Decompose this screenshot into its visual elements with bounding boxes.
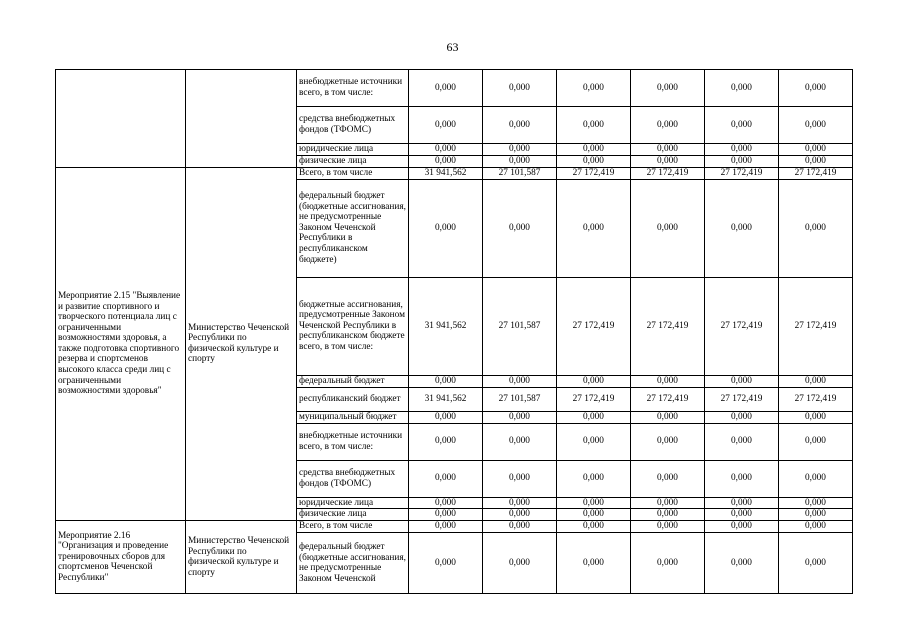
value-cell: 27 172,419	[779, 277, 853, 375]
value-cell: 0,000	[779, 497, 853, 509]
measure-name-cell: Мероприятие 2.15 "Выявление и развитие спортивного и творческого потенциала лиц с ограниченными возможностями здоровья, а также подготовка спортивного резерва и спортсменов высокого класса среди лиц с ограниченными возможностями здоровья"	[56, 167, 186, 521]
funding-source-cell: средства внебюджетных фондов (ТФОМС)	[297, 460, 409, 497]
value-cell: 0,000	[409, 144, 483, 156]
value-cell: 0,000	[779, 521, 853, 533]
value-cell: 0,000	[557, 497, 631, 509]
value-cell: 0,000	[705, 107, 779, 144]
value-cell: 0,000	[779, 509, 853, 521]
value-cell: 0,000	[409, 375, 483, 387]
value-cell: 0,000	[557, 70, 631, 107]
value-cell: 27 172,419	[557, 387, 631, 411]
executor-cell: Министерство Чеченской Республики по физической культуре и спорту	[186, 521, 297, 594]
value-cell: 0,000	[483, 70, 557, 107]
table-row	[56, 70, 853, 107]
value-cell: 0,000	[779, 70, 853, 107]
value-cell: 0,000	[557, 375, 631, 387]
funding-source-cell: бюджетные ассигнования, предусмотренные Законом Чеченской Республики в республиканском бюджете всего, в том числе:	[297, 277, 409, 375]
value-cell: 0,000	[705, 144, 779, 156]
value-cell: 0,000	[631, 107, 705, 144]
value-cell: 0,000	[483, 179, 557, 277]
value-cell: 0,000	[483, 521, 557, 533]
value-cell: 0,000	[631, 375, 705, 387]
value-cell: 0,000	[705, 179, 779, 277]
executor-cell: Министерство Чеченской Республики по физической культуре и спорту	[186, 167, 297, 521]
funding-source-cell: Всего, в том числе	[297, 521, 409, 533]
measure-name-cell	[56, 70, 186, 168]
measure-name-cell: Мероприятие 2.16 "Организация и проведение тренировочных сборов для спортсменов Чеченской Республики"	[56, 521, 186, 594]
value-cell: 0,000	[705, 411, 779, 423]
funding-source-cell: внебюджетные источники всего, в том числе:	[297, 423, 409, 460]
value-cell: 0,000	[409, 107, 483, 144]
value-cell: 0,000	[409, 509, 483, 521]
value-cell: 0,000	[409, 521, 483, 533]
value-cell: 27 172,419	[631, 277, 705, 375]
value-cell: 0,000	[631, 155, 705, 167]
value-cell: 0,000	[779, 107, 853, 144]
value-cell: 27 101,587	[483, 167, 557, 179]
value-cell: 0,000	[483, 460, 557, 497]
value-cell: 27 172,419	[557, 277, 631, 375]
value-cell: 0,000	[483, 107, 557, 144]
value-cell: 0,000	[409, 411, 483, 423]
value-cell: 0,000	[631, 423, 705, 460]
value-cell: 31 941,562	[409, 277, 483, 375]
value-cell: 0,000	[631, 521, 705, 533]
funding-source-cell: средства внебюджетных фондов (ТФОМС)	[297, 107, 409, 144]
funding-source-cell: внебюджетные источники всего, в том числе:	[297, 70, 409, 107]
executor-cell	[186, 70, 297, 168]
value-cell: 0,000	[557, 423, 631, 460]
value-cell: 0,000	[557, 460, 631, 497]
funding-source-cell: федеральный бюджет (бюджетные ассигнования, не предусмотренные Законом Чеченской	[297, 533, 409, 594]
value-cell: 27 172,419	[779, 167, 853, 179]
value-cell: 0,000	[705, 70, 779, 107]
value-cell: 0,000	[557, 521, 631, 533]
value-cell: 0,000	[631, 497, 705, 509]
funding-source-cell: федеральный бюджет (бюджетные ассигнования, не предусмотренные Законом Чеченской Республики в республиканском бюджете)	[297, 179, 409, 277]
value-cell: 0,000	[557, 533, 631, 594]
value-cell: 0,000	[483, 509, 557, 521]
value-cell: 0,000	[483, 155, 557, 167]
value-cell: 0,000	[409, 460, 483, 497]
value-cell: 0,000	[557, 107, 631, 144]
value-cell: 0,000	[483, 144, 557, 156]
value-cell: 0,000	[483, 423, 557, 460]
value-cell: 0,000	[779, 460, 853, 497]
funding-source-cell: муниципальный бюджет	[297, 411, 409, 423]
value-cell: 0,000	[779, 411, 853, 423]
value-cell: 0,000	[705, 155, 779, 167]
value-cell: 0,000	[557, 144, 631, 156]
value-cell: 0,000	[705, 509, 779, 521]
value-cell: 0,000	[631, 411, 705, 423]
value-cell: 0,000	[557, 509, 631, 521]
budget-table	[55, 69, 853, 594]
value-cell: 0,000	[409, 155, 483, 167]
value-cell: 27 172,419	[705, 167, 779, 179]
value-cell: 0,000	[557, 179, 631, 277]
value-cell: 0,000	[631, 144, 705, 156]
value-cell: 0,000	[779, 533, 853, 594]
value-cell: 0,000	[631, 460, 705, 497]
funding-source-cell: республиканский бюджет	[297, 387, 409, 411]
value-cell: 0,000	[779, 179, 853, 277]
funding-source-cell: Всего, в том числе	[297, 167, 409, 179]
value-cell: 0,000	[483, 497, 557, 509]
value-cell: 0,000	[779, 375, 853, 387]
value-cell: 0,000	[705, 375, 779, 387]
value-cell: 27 101,587	[483, 387, 557, 411]
value-cell: 0,000	[779, 155, 853, 167]
value-cell: 0,000	[409, 179, 483, 277]
value-cell: 0,000	[483, 411, 557, 423]
value-cell: 0,000	[705, 497, 779, 509]
value-cell: 0,000	[779, 144, 853, 156]
funding-source-cell: юридические лица	[297, 497, 409, 509]
value-cell: 27 172,419	[631, 167, 705, 179]
value-cell: 0,000	[631, 533, 705, 594]
value-cell: 27 172,419	[779, 387, 853, 411]
page-number: 63	[446, 40, 459, 54]
value-cell: 0,000	[705, 423, 779, 460]
value-cell: 27 172,419	[705, 387, 779, 411]
value-cell: 0,000	[409, 533, 483, 594]
funding-source-cell: федеральный бюджет	[297, 375, 409, 387]
value-cell: 31 941,562	[409, 167, 483, 179]
value-cell: 27 101,587	[483, 277, 557, 375]
value-cell: 0,000	[409, 423, 483, 460]
value-cell: 0,000	[779, 423, 853, 460]
value-cell: 27 172,419	[557, 167, 631, 179]
value-cell: 0,000	[557, 411, 631, 423]
value-cell: 0,000	[631, 70, 705, 107]
table-row	[56, 521, 853, 533]
value-cell: 0,000	[557, 155, 631, 167]
value-cell: 0,000	[705, 460, 779, 497]
table-row	[56, 167, 853, 179]
value-cell: 27 172,419	[705, 277, 779, 375]
funding-source-cell: юридические лица	[297, 144, 409, 156]
value-cell: 0,000	[705, 533, 779, 594]
value-cell: 0,000	[483, 375, 557, 387]
value-cell: 0,000	[409, 497, 483, 509]
value-cell: 0,000	[705, 521, 779, 533]
funding-source-cell: физические лица	[297, 155, 409, 167]
funding-source-cell: физические лица	[297, 509, 409, 521]
value-cell: 0,000	[631, 509, 705, 521]
value-cell: 27 172,419	[631, 387, 705, 411]
value-cell: 31 941,562	[409, 387, 483, 411]
value-cell: 0,000	[409, 70, 483, 107]
value-cell: 0,000	[631, 179, 705, 277]
value-cell: 0,000	[483, 533, 557, 594]
